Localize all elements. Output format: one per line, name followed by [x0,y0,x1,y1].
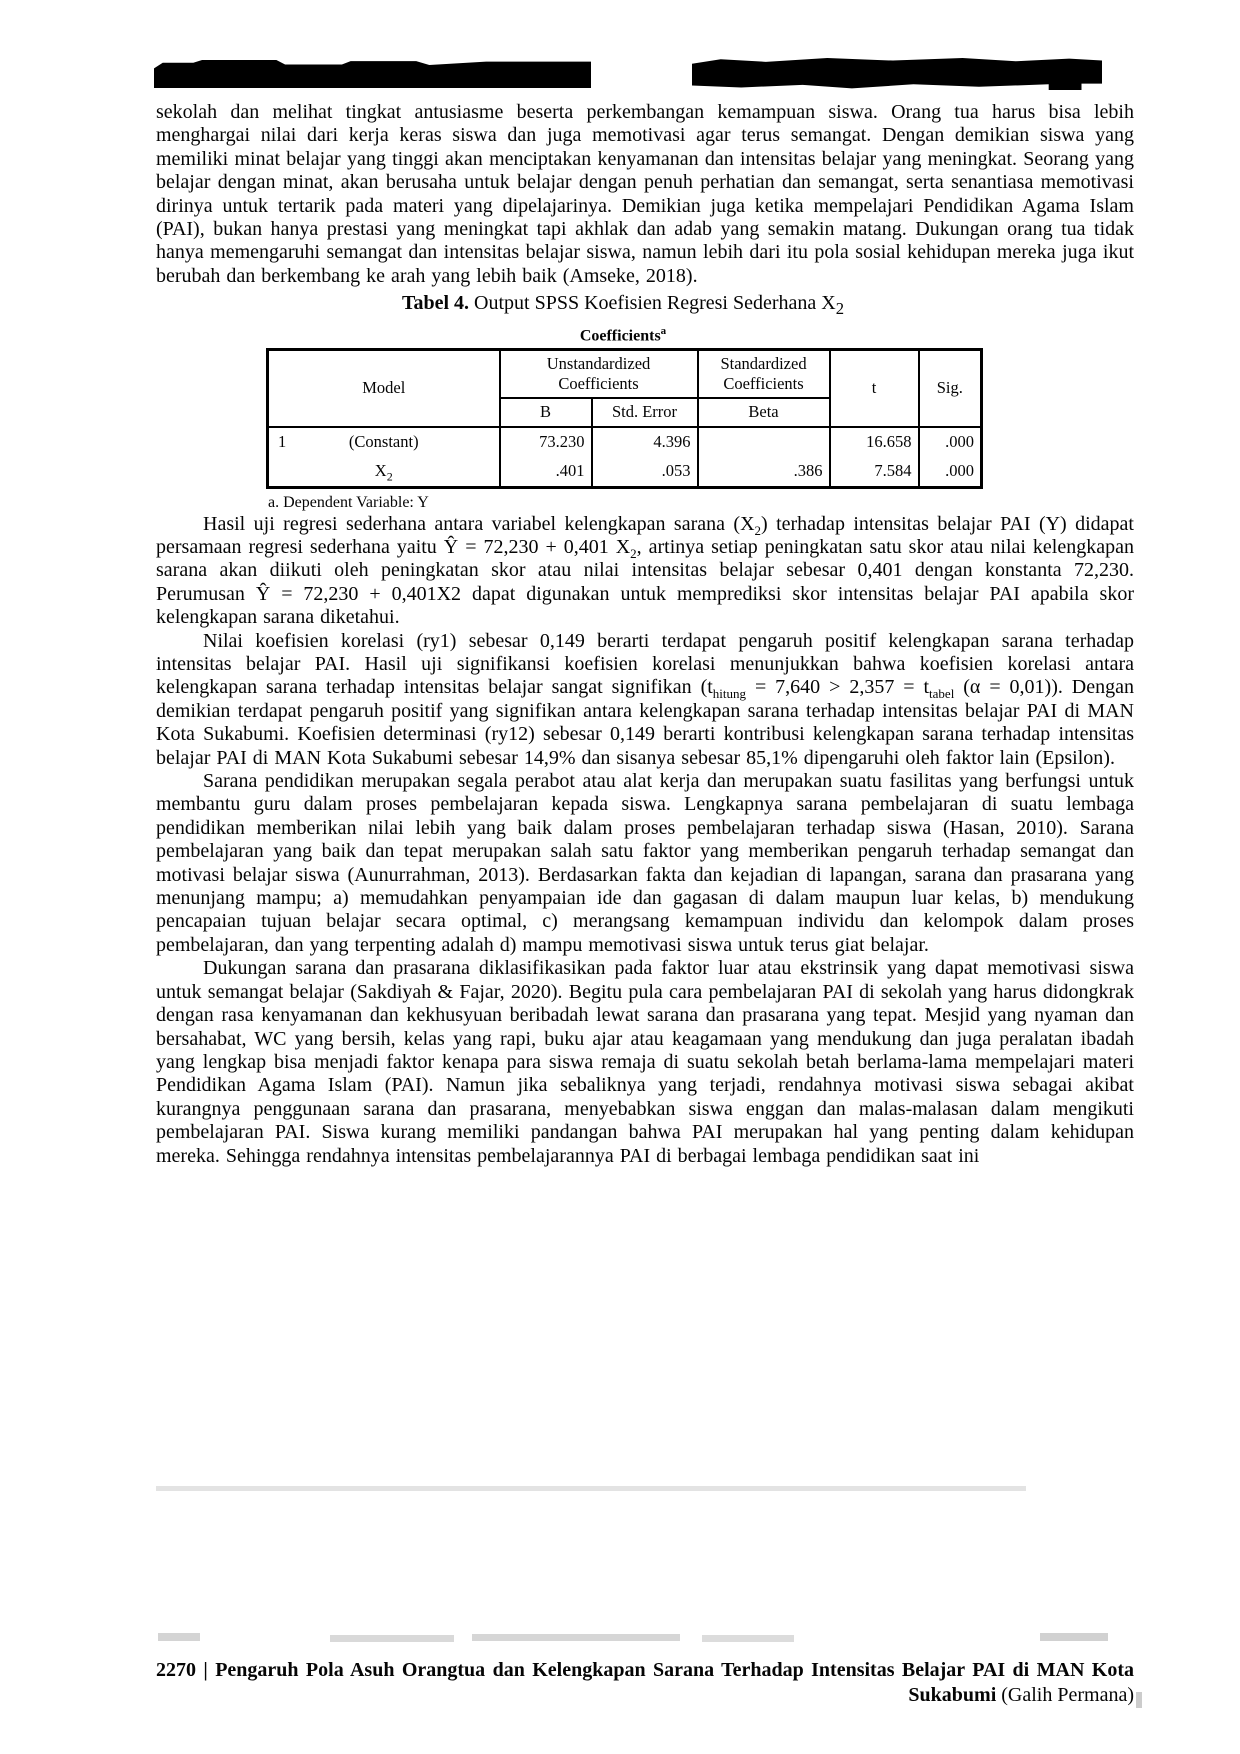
col-header-model: Model [268,349,500,427]
cell-t-x2: 7.584 [830,457,919,488]
cell-stderror-constant: 4.396 [592,427,698,457]
cell-b-x2: .401 [500,457,592,488]
cell-t-constant: 16.658 [830,427,919,457]
col-header-unstandardized: Unstandardized Coefficients [500,349,698,398]
model-number: 1 [278,432,287,452]
cell-stderror-x2: .053 [592,457,698,488]
paragraph-3: Nilai koefisien korelasi (ry1) sebesar 0,149 berarti terdapat pengaruh positif kelengkapan sarana terhadap intensitas belajar PAI. Hasil uji signifikansi koefisien korelasi menunjukkan bahwa koefisien korelasi antara kelengkapan sarana terhadap intensitas belajar sangat signifikan ($t_{hitung} = 7,640 > 2,357 = t_{tabel}$ (α = 0,01)). Dengan demikian terdapat pengaruh positif yang signifikan antara kelengkapan sarana terhadap intensitas belajar PAI di MAN Kota Sukabumi. Koefisien determinasi (ry12) sebesar 0,149 berarti kontribusi kelengkapan sarana terhadap intensitas belajar PAI di MAN Kota Sukabumi sebesar 14,9% dan sisanya sebesar 85,1% dipengaruhi oleh faktor lain (Epsilon). [156,629,1134,769]
paragraph-4: Sarana pendidikan merupakan segala perabot atau alat kerja dan merupakan suatu fasilitas yang berfungsi untuk membantu guru dalam proses pembelajaran kepada siswa. Lengkapnya sarana pembelajaran di suatu lembaga pendidikan memberikan nilai lebih yang baik dalam proses pembelajaran terhadap siswa (Hasan, 2010). Sarana pembelajaran yang baik dan tepat merupakan salah satu faktor yang memberikan pengaruh terhadap semangat dan motivasi belajar siswa (Aunurrahman, 2013). Berdasarkan fakta dan kejadian di lapangan, sarana dan prasarana yang menunjang mampu; a) memudahkan penyampaian ide dan gagasan di dalam maupun luar kelas, b) mendukung pencapaian tujuan belajar secara optimal, c) merangsang kemampuan individu dan kelompok dalam proses pembelajaran, dan yang terpenting adalah d) mampu memotivasi siswa untuk terus giat belajar. [156,770,1134,956]
model-label: $X_2$ [374,461,393,484]
table-row-constant [268,427,982,457]
col-header-beta: Beta [698,398,830,427]
scan-artifact [472,1634,680,1641]
col-header-t: t [830,349,919,427]
scan-artifact [702,1635,794,1642]
page-body [156,101,1134,1168]
scan-artifact [1136,1692,1142,1708]
scan-artifact [1040,1633,1108,1641]
paragraph-2: Hasil uji regresi sederhana antara variabel kelengkapan sarana $(X_2)$ terhadap intensitas belajar PAI (Y) didapat persamaan regresi sederhana yaitu Ŷ = 72,230 + 0,401 $X_2$, artinya setiap peningkatan satu skor atau nilai kelengkapan sarana akan diikuti oleh peningkatan skor atau nilai intensitas belajar sebesar 0,401 dengan konstanta 72,230. Perumusan Ŷ = 72,230 + 0,401X2 dapat digunakan untuk memprediksi skor intensitas belajar PAI apabila skor kelengkapan sarana diketahui. [156,512,1134,629]
paragraph-1: sekolah dan melihat tingkat antusiasme beserta perkembangan kemampuan siswa. Orang tua harus bisa lebih menghargai nilai dari kerja keras siswa dan juga memotivasi agar terus semangat. Dengan demikian siswa yang memiliki minat belajar yang tinggi akan menciptakan kenyamanan dan intensitas belajar yang meningkat. Seorang yang belajar dengan minat, akan berusaha untuk belajar dengan penuh perhatian dan semangat, serta senantiasa memotivasi dirinya untuk tertarik pada materi yang dipelajarinya. Demikian juga ketika mempelajari Pendidikan Agama Islam (PAI), bukan hanya prestasi yang meningkat tapi akhlak dan adab yang semakin matang. Dukungan orang tua tidak hanya memengaruhi semangat dan intensitas belajar siswa, namun lebih dari itu pola sosial kehidupan mereka juga ikut berubah dan berkembang ke arah yang lebih baik (Amseke, 2018). [156,101,1134,287]
table-footnote: a. Dependent Variable: Y [268,493,429,511]
paragraph-5: Dukungan sarana dan prasarana diklasifikasikan pada faktor luar atau ekstrinsik yang dapat memotivasi siswa untuk semangat belajar (Sakdiyah & Fajar, 2020). Begitu pula cara pembelajaran PAI di sekolah yang harus didongkrak dengan rasa kenyamanan dan kekhusyuan beribadah lewat sarana dan prasarana yang tepat. Mesjid yang nyaman dan bersahabat, WC yang bersih, kelas yang rapi, buku ajar atau keagamaan yang mendukung dan juga peralatan ibadah yang lengkap bisa menjadi faktor kenapa para siswa remaja di suatu sekolah betah berlama-lama mempelajari materi Pendidikan Agama Islam (PAI). Namun jika sebaliknya yang terjadi, rendahnya motivasi siswa sebagai akibat kurangnya penggunaan sarana dan prasarana, menyebabkan siswa enggan dan malas-malasan dalam mengikuti pembelajaran PAI. Siswa kurang memiliki pandangan bahwa PAI merupakan hal yang penting dalam kehidupan mereka. Sehingga rendahnya intensitas pembelajarannya PAI di berbagai lembaga pendidikan saat ini [156,957,1134,1167]
cell-model-x2 [268,457,500,488]
col-header-b: B [500,398,592,427]
table-block [266,291,980,511]
footer-author: (Galih Permana) [1001,1683,1134,1706]
cell-sig-constant: .000 [919,427,982,457]
cell-model-constant [268,427,500,457]
cell-beta-constant [698,427,830,457]
table-title: Coefficients$^a$ [579,325,667,345]
footer-page-number: 2270 [156,1659,196,1681]
table-row-x2 [268,457,982,488]
scan-artifact [330,1635,454,1642]
coefficients-table [266,348,983,489]
redacted-header-left-bar [154,60,591,88]
scan-artifact [158,1633,200,1641]
footer-title: Pengaruh Pola Asuh Orangtua dan Kelengkapan Sarana Terhadap Intensitas Belajar PAI di MAN Kota Sukabumi [215,1659,1134,1706]
footer-separator: | [196,1659,216,1681]
model-label: (Constant) [348,432,419,452]
redacted-header-right-bar [692,58,1102,90]
cell-beta-x2: .386 [698,457,830,488]
scan-artifact [156,1486,1026,1491]
col-header-std-error: Std. Error [592,398,698,427]
page-footer [156,1658,1134,1707]
table-header-row-1 [268,349,982,398]
col-header-standardized: Standardized Coefficients [698,349,830,398]
table-caption: Tabel 4. Output SPSS Koefisien Regresi Sederhana $X_2$ [401,292,845,319]
cell-sig-x2: .000 [919,457,982,488]
cell-b-constant: 73.230 [500,427,592,457]
col-header-sig: Sig. [919,349,982,427]
